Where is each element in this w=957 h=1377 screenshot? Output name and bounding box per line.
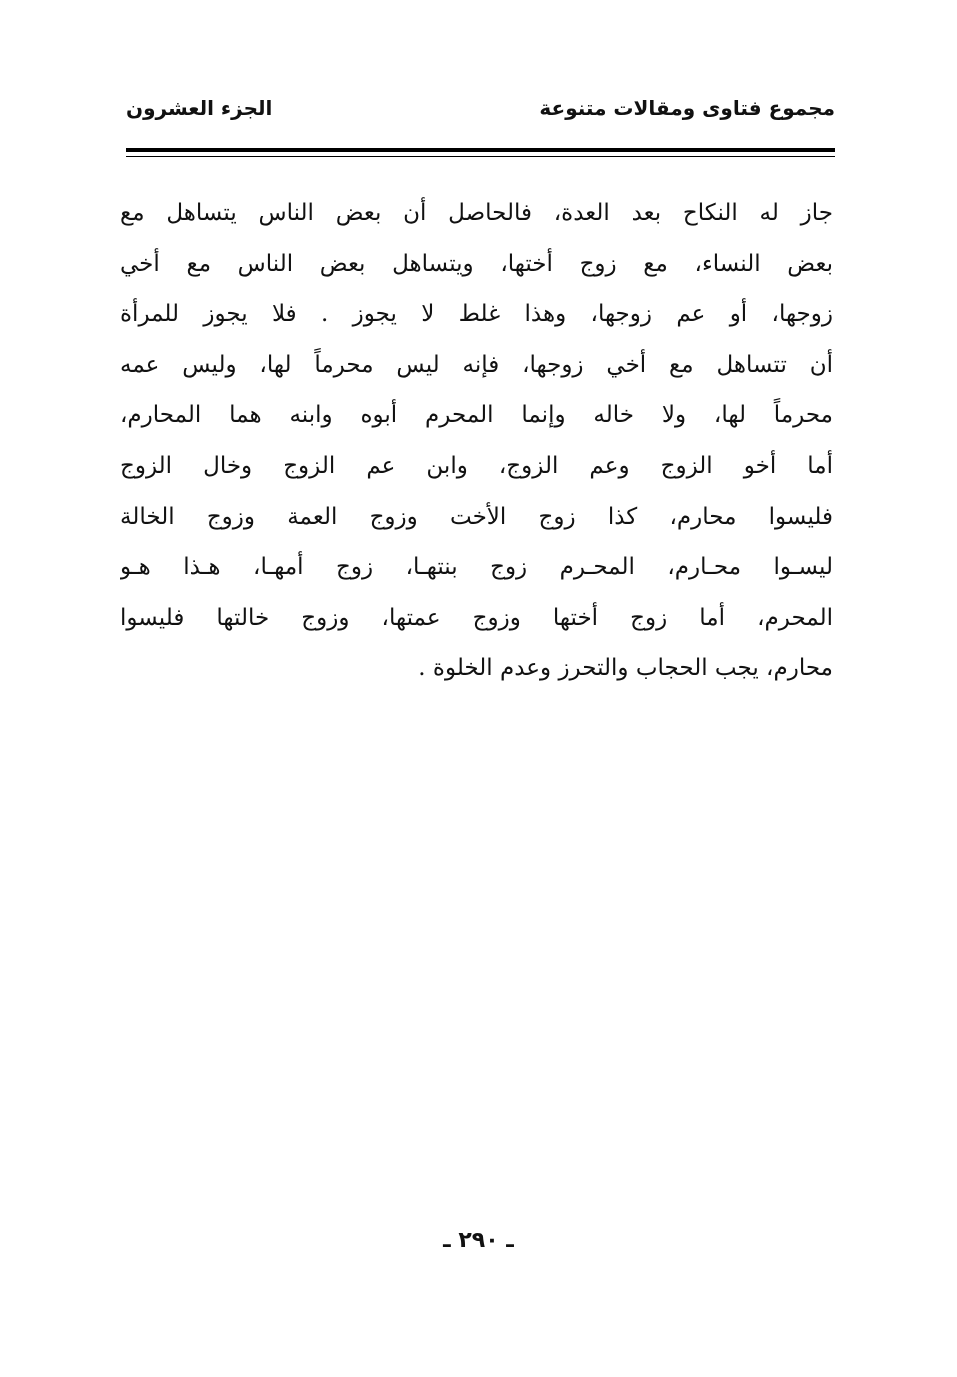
page-number: ـ ٢٩٠ ـ xyxy=(443,1228,514,1253)
header-rule-thick xyxy=(126,148,835,152)
text-line: المحرم، أما زوج أختها وزوج عمتها، وزوج خالتها فليسوا xyxy=(120,604,833,631)
text-line: زوجها، أو عم زوجها، وهذا غلط لا يجوز . فلا يجوز للمرأة xyxy=(120,301,833,328)
text-line: ليسـوا محـارم، المحـرم زوج بنتهـا، زوج أمهـا، هـذا هـو xyxy=(120,554,833,581)
volume-label: الجزء العشرون xyxy=(126,96,273,120)
text-line: جاز له النكاح بعد العدة، فالحاصل أن بعض الناس يتساهل مع xyxy=(120,200,833,226)
text-line: بعض النساء، مع زوج أختها، ويتساهل بعض الناس مع أخي xyxy=(120,250,833,277)
text-line: فليسوا محارم، كذا زوج الأخت وزوج العمة وزوج الخالة xyxy=(120,503,833,530)
text-line: أن تتساهل مع أخي زوجها، فإنه ليس محرماً لها، وليس عمه xyxy=(120,351,833,378)
running-header xyxy=(120,96,835,136)
text-line: محارم، يجب الحجاب والتحرز وعدم الخلوة . xyxy=(418,655,833,682)
body-text xyxy=(120,188,833,694)
text-line: أما أخو الزوج وعم الزوج، وابن عم الزوج وخال الزوج xyxy=(120,452,833,479)
book-title: مجموع فتاوى ومقالات متنوعة xyxy=(539,96,835,120)
text-line: محرماً لها، ولا خاله وإنما المحرم أبوه وابنه هما المحارم، xyxy=(120,402,833,429)
header-rule-thin xyxy=(126,156,835,157)
